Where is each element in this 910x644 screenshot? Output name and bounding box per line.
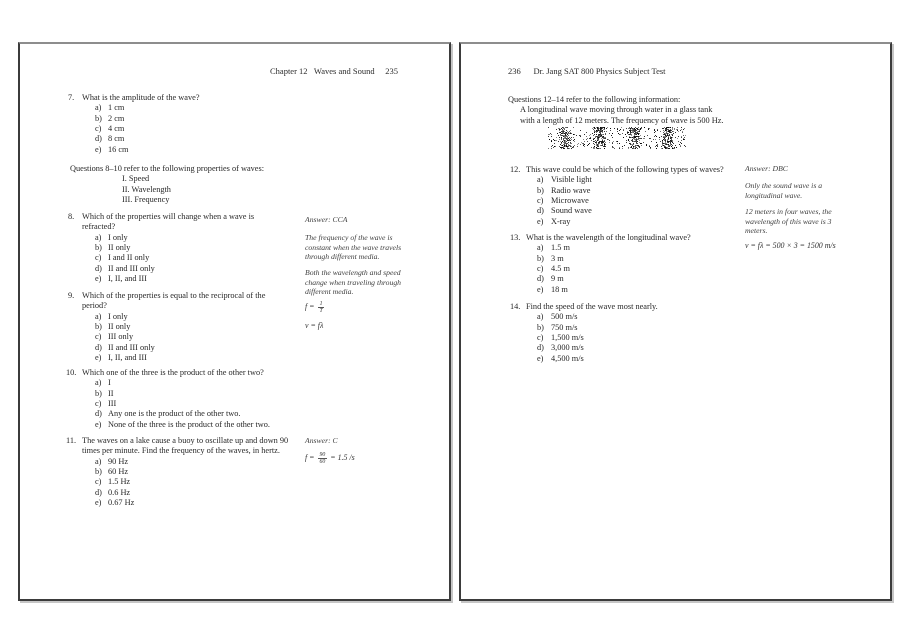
formula-q11 (305, 452, 355, 466)
option-letter: e) (95, 419, 102, 429)
option-text: X-ray (551, 216, 571, 226)
option-text: 1,500 m/s (551, 333, 584, 343)
option-letter: a) (95, 456, 102, 466)
header-page-number: 235 (385, 66, 398, 76)
option-row (537, 343, 775, 353)
group-info-line: with a length of 12 meters. The frequency of wave is 500 Hz. (520, 115, 724, 125)
option-letter: b) (95, 322, 102, 332)
option-text: I, II, and III (108, 353, 147, 363)
option-text: II and III only (108, 263, 155, 273)
option-row (537, 206, 775, 216)
question-13 (510, 233, 775, 295)
option-text: 0.67 Hz (108, 498, 135, 508)
fraction-denominator: T (319, 308, 323, 315)
option-letter: a) (537, 175, 544, 185)
option-row (95, 399, 366, 409)
option-letter: a) (537, 312, 544, 322)
question-line (66, 436, 318, 446)
option-text: I only (108, 311, 128, 321)
option-letter: d) (95, 134, 102, 144)
option-text: 1.5 m (551, 243, 570, 253)
group-info-line: A longitudinal wave moving through water in a glass tank (520, 105, 713, 115)
question-11 (66, 436, 318, 508)
option-text: II (108, 388, 114, 398)
question-text: Find the speed of the wave most nearly. (526, 302, 658, 311)
question-text: Which of the properties will change when a wave is (82, 212, 255, 221)
option-letter: d) (95, 263, 102, 273)
answer-note-q12: Answer: DBC (745, 164, 788, 173)
option-text: 8 cm (108, 134, 125, 144)
option-text: 3,000 m/s (551, 343, 584, 353)
option-letter: e) (95, 498, 102, 508)
fraction-numerator: 90 (319, 452, 326, 458)
option-row (537, 217, 775, 227)
option-letter: c) (95, 399, 102, 409)
question-line (510, 165, 775, 175)
question-text-line2: period? (82, 301, 107, 311)
header-section: Waves and Sound (313, 66, 375, 76)
option-letter: d) (95, 409, 102, 419)
option-text: I and II only (108, 253, 150, 263)
option-letter: c) (95, 477, 102, 487)
option-text: Any one is the product of the other two. (108, 409, 241, 419)
question-14 (510, 302, 775, 364)
option-letter: a) (95, 311, 102, 321)
question-line (66, 368, 366, 378)
question-10 (66, 368, 366, 430)
option-text: 2 cm (108, 113, 125, 123)
option-letter: b) (95, 113, 102, 123)
option-text: I, II, and III (108, 274, 147, 284)
option-row (95, 264, 318, 274)
question-number: 11. (66, 436, 77, 445)
option-text: II only (108, 243, 131, 253)
option-row (95, 488, 318, 498)
option-row (537, 186, 775, 196)
question-line (68, 93, 328, 103)
option-row (537, 243, 775, 253)
option-text: Microwave (551, 196, 589, 206)
option-letter: a) (95, 378, 102, 388)
fraction (318, 301, 324, 315)
option-row (95, 378, 366, 388)
option-text: 18 m (551, 284, 568, 294)
question-text: Which one of the three is the product of the other two? (82, 368, 264, 377)
question-text-line2: times per minute. Find the frequency of the waves, in hertz. (82, 446, 280, 456)
fraction-numerator: 1 (319, 301, 323, 307)
option-row (537, 312, 775, 322)
option-letter: e) (95, 144, 102, 154)
options-list (95, 233, 318, 285)
question-text: This wave could be which of the following types of waves? (526, 165, 724, 174)
option-text: 750 m/s (551, 322, 578, 332)
option-text: II only (108, 322, 131, 332)
option-letter: b) (537, 185, 544, 195)
option-letter: b) (95, 467, 102, 477)
option-row (95, 114, 328, 124)
question-number: 10. (66, 368, 77, 377)
roman-item: II. Wavelength (122, 184, 171, 194)
option-row (537, 333, 775, 343)
option-letter: e) (95, 353, 102, 363)
option-letter: c) (95, 332, 102, 342)
option-letter: c) (95, 124, 102, 134)
option-row (95, 389, 366, 399)
option-row (537, 175, 775, 185)
formula-wave-speed: v = fλ (305, 321, 324, 330)
option-letter: e) (95, 274, 102, 284)
option-text: II and III only (108, 342, 155, 352)
option-row (95, 322, 318, 332)
answer-note-q11: Answer: C (305, 436, 338, 445)
margin-note-sound-wave: Only the sound wave is a longitudinal wave. (745, 181, 823, 200)
margin-note-wavelength: 12 meters in four waves, the wavelength of this wave is 3 meters. (745, 207, 832, 236)
options-list (537, 312, 775, 364)
option-letter: a) (95, 232, 102, 242)
option-row (95, 409, 366, 419)
option-row (95, 233, 318, 243)
option-text: 4 cm (108, 124, 125, 134)
option-letter: c) (95, 253, 102, 263)
option-letter: d) (95, 342, 102, 352)
option-text: 4,500 m/s (551, 353, 584, 363)
option-text: 1 cm (108, 103, 125, 113)
option-row (95, 253, 318, 263)
margin-note-frequency: The frequency of the wave is constant when the wave travels through different media. (305, 233, 402, 262)
option-row (537, 323, 775, 333)
option-row (95, 353, 318, 363)
option-text: 1.5 Hz (108, 477, 131, 487)
formula-frequency-period (305, 301, 326, 315)
answer-note-q8: Answer: CCA (305, 215, 348, 224)
option-row (95, 243, 318, 253)
formula-rhs: = 1.5 /s (330, 453, 355, 463)
option-row (95, 467, 318, 477)
option-row (95, 124, 328, 134)
formula-lhs: f = (305, 453, 315, 463)
option-letter: e) (537, 284, 544, 294)
option-letter: e) (537, 216, 544, 226)
option-row (95, 103, 328, 113)
option-text: III (108, 399, 117, 409)
group-intro-text: Questions 8–10 refer to the following properties of waves: (70, 164, 265, 173)
option-row (95, 477, 318, 487)
options-list (95, 312, 318, 364)
option-row (95, 332, 318, 342)
option-row (537, 285, 775, 295)
longitudinal-wave-figure (548, 127, 686, 149)
option-letter: b) (537, 253, 544, 263)
header-book-title: Dr. Jang SAT 800 Physics Subject Test (533, 66, 666, 76)
option-text: 90 Hz (108, 456, 129, 466)
question-text: What is the wavelength of the longitudinal wave? (526, 233, 691, 242)
question-text: Which of the properties is equal to the reciprocal of the (82, 291, 266, 300)
fraction-denominator: 60 (319, 459, 326, 466)
option-text: 3 m (551, 253, 564, 263)
option-row (537, 274, 775, 284)
group-intro-text: Questions 12–14 refer to the following information: (508, 95, 681, 104)
option-text: 500 m/s (551, 312, 578, 322)
option-row (95, 312, 318, 322)
group-12-14-intro (508, 95, 808, 126)
option-row (95, 145, 328, 155)
header-chapter: Chapter 12 (270, 66, 308, 76)
option-row (537, 196, 775, 206)
formula-lhs: f = (305, 302, 315, 312)
option-row (95, 343, 318, 353)
option-text: Radio wave (551, 185, 591, 195)
option-text: 60 Hz (108, 467, 129, 477)
option-letter: e) (537, 353, 544, 363)
question-line (510, 302, 775, 312)
option-row (95, 420, 366, 430)
roman-item: III. Frequency (122, 195, 170, 205)
option-text: Sound wave (551, 206, 592, 216)
option-letter: c) (537, 333, 544, 343)
question-text-line2: refracted? (82, 222, 116, 232)
page-right (459, 42, 892, 601)
option-text: III only (108, 332, 134, 342)
question-number: 9. (68, 291, 75, 300)
option-letter: a) (95, 103, 102, 113)
page-left (18, 42, 451, 601)
option-letter: b) (537, 322, 544, 332)
question-line (68, 291, 318, 301)
options-list (95, 378, 366, 430)
left-page-header (270, 66, 398, 76)
question-text: What is the amplitude of the wave? (82, 93, 200, 102)
option-letter: a) (537, 243, 544, 253)
option-letter: d) (537, 343, 544, 353)
option-text: Visible light (551, 175, 592, 185)
option-row (95, 134, 328, 144)
option-letter: d) (95, 487, 102, 497)
formula-q14: v = fλ = 500 × 3 = 1500 m/s (745, 241, 836, 250)
option-row (537, 354, 775, 364)
option-text: 0.6 Hz (108, 487, 131, 497)
option-text: I only (108, 232, 128, 242)
question-text: The waves on a lake cause a buoy to oscillate up and down 90 (82, 436, 289, 445)
option-row (95, 457, 318, 467)
header-page-number: 236 (508, 66, 521, 76)
margin-note-wavelength-speed: Both the wavelength and speed change when traveling through different media. (305, 268, 402, 297)
question-number: 12. (510, 165, 521, 174)
option-letter: c) (537, 196, 544, 206)
option-text: None of the three is the product of the other two. (108, 419, 270, 429)
option-row (95, 274, 318, 284)
roman-item: I. Speed (122, 174, 150, 184)
option-text: 4.5 m (551, 264, 570, 274)
question-number: 8. (68, 212, 75, 221)
question-line (510, 233, 775, 243)
option-row (537, 254, 775, 264)
option-letter: b) (95, 243, 102, 253)
option-letter: d) (537, 274, 544, 284)
question-number: 14. (510, 302, 521, 311)
option-text: 9 m (551, 274, 564, 284)
option-letter: c) (537, 264, 544, 274)
option-row (95, 498, 318, 508)
option-letter: b) (95, 388, 102, 398)
question-9 (68, 291, 318, 363)
options-list (537, 243, 775, 295)
group-8-10-intro (70, 164, 350, 205)
option-row (537, 264, 775, 274)
option-text: I (108, 378, 111, 388)
question-line (68, 212, 318, 222)
question-12 (510, 165, 775, 227)
right-page-header (508, 66, 666, 76)
options-list (95, 103, 328, 155)
options-list (537, 175, 775, 227)
fraction (318, 452, 327, 466)
question-8 (68, 212, 318, 284)
option-letter: d) (537, 206, 544, 216)
question-number: 13. (510, 233, 521, 242)
question-number: 7. (68, 93, 75, 102)
option-text: 16 cm (108, 144, 129, 154)
question-7 (68, 93, 328, 155)
options-list (95, 457, 318, 509)
